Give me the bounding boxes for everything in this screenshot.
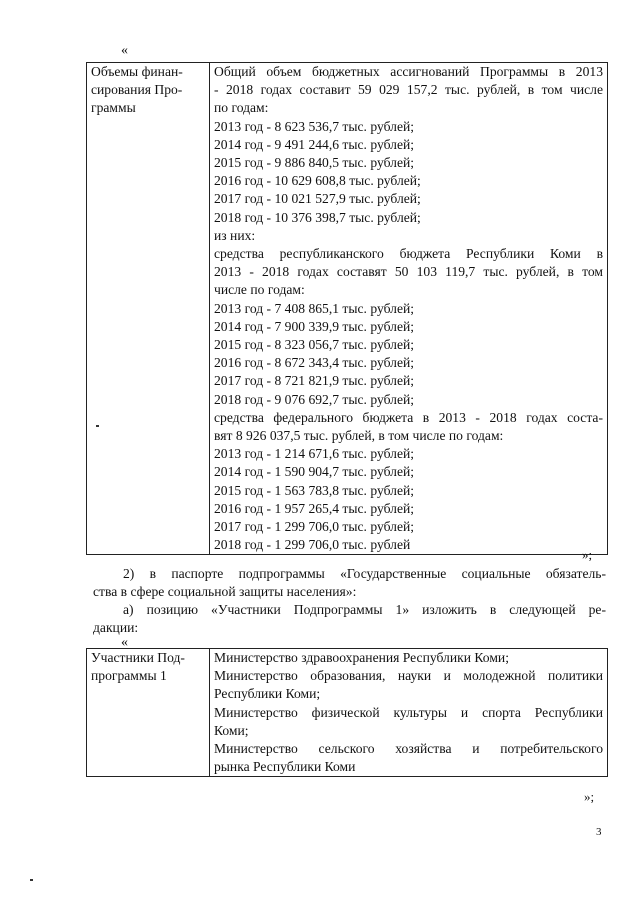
funding-line: 2013 год - 8 623 536,7 тыс. рублей;: [214, 118, 415, 134]
funding-line: 2014 год - 7 900 339,9 тыс. рублей;: [214, 318, 415, 334]
funding-table: [86, 62, 608, 555]
funding-line: вят 8 926 037,5 тыс. рублей, в том числе по годам:: [214, 428, 504, 444]
funding-line: средства республиканского бюджета Республики Коми в: [214, 246, 603, 262]
funding-label-line: Объемы финан-: [91, 64, 183, 79]
funding-line: 2016 год - 10 629 608,8 тыс. рублей;: [214, 173, 421, 189]
participant-line: Министерство здравоохранения Республики Коми;: [214, 650, 509, 665]
participant-line: Министерство физической культуры и спорта Республики: [214, 704, 603, 720]
participant-line: Коми;: [214, 722, 249, 738]
funding-line: 2017 год - 8 721 821,9 тыс. рублей;: [214, 373, 415, 389]
opening-quote: «: [121, 43, 128, 58]
funding-line: из них:: [214, 227, 256, 243]
funding-line: 2018 год - 10 376 398,7 тыс. рублей;: [214, 209, 421, 225]
opening-quote-2: «: [121, 635, 128, 650]
funding-line: числе по годам:: [214, 282, 305, 298]
closing-quote-2: »;: [584, 789, 595, 804]
funding-line: 2013 - 2018 годах составят 50 103 119,7 тыс. рублей, в том: [214, 264, 603, 280]
funding-line: по годам:: [214, 100, 269, 116]
funding-line: 2018 год - 1 299 706,0 тыс. рублей: [214, 537, 411, 553]
closing-quote: »;: [582, 547, 593, 562]
participant-line: Министерство сельского хозяйства и потребительского: [214, 741, 603, 757]
funding-content-cell: [210, 63, 608, 555]
participants-label-line: Участники Под-: [91, 650, 185, 665]
paragraph-a: [93, 601, 606, 637]
participants-label-cell: [87, 649, 210, 777]
paragraph-2: [93, 565, 606, 601]
paragraph-line: 2) в паспорте подпрограммы «Государственные социальные обязатель-: [123, 566, 606, 581]
funding-label-cell: [87, 63, 210, 555]
participant-line: рынка Республики Коми: [214, 759, 356, 775]
funding-line: 2016 год - 1 957 265,4 тыс. рублей;: [214, 500, 415, 516]
participants-label-line: программы 1: [91, 668, 167, 684]
paragraph-line: а) позицию «Участники Подпрограммы 1» изложить в следующей ре-: [123, 602, 606, 617]
funding-line: 2018 год - 9 076 692,7 тыс. рублей;: [214, 391, 415, 407]
participant-line: Республики Коми;: [214, 686, 321, 702]
funding-line: 2017 год - 10 021 527,9 тыс. рублей;: [214, 191, 421, 207]
funding-line: - 2018 годах составит 59 029 157,2 тыс. рублей, в том числе: [214, 82, 603, 98]
funding-line: 2014 год - 9 491 244,6 тыс. рублей;: [214, 136, 415, 152]
funding-line: 2015 год - 1 563 783,8 тыс. рублей;: [214, 482, 415, 498]
funding-line: 2013 год - 7 408 865,1 тыс. рублей;: [214, 300, 415, 316]
scan-speck: [30, 879, 33, 881]
funding-line: Общий объем бюджетных ассигнований Программы в 2013: [214, 64, 603, 79]
funding-line: 2017 год - 1 299 706,0 тыс. рублей;: [214, 519, 415, 535]
participant-line: Министерство образования, науки и молодежной политики: [214, 668, 603, 684]
funding-line: 2015 год - 8 323 056,7 тыс. рублей;: [214, 337, 415, 353]
participants-content-cell: [210, 649, 608, 777]
funding-line: 2015 год - 9 886 840,5 тыс. рублей;: [214, 155, 415, 171]
paragraph-line: дакции:: [93, 620, 139, 636]
scan-speck: [96, 425, 99, 427]
funding-line: 2016 год - 8 672 343,4 тыс. рублей;: [214, 355, 415, 371]
funding-label-line: граммы: [91, 100, 136, 116]
funding-label-line: сирования Про-: [91, 82, 183, 98]
funding-line: средства федерального бюджета в 2013 - 2018 годах соста-: [214, 409, 603, 425]
funding-line: 2013 год - 1 214 671,6 тыс. рублей;: [214, 446, 415, 462]
page-number: 3: [596, 826, 602, 838]
funding-line: 2014 год - 1 590 904,7 тыс. рублей;: [214, 464, 415, 480]
participants-table: [86, 648, 608, 777]
paragraph-line: ства в сфере социальной защиты населения»:: [93, 584, 357, 600]
